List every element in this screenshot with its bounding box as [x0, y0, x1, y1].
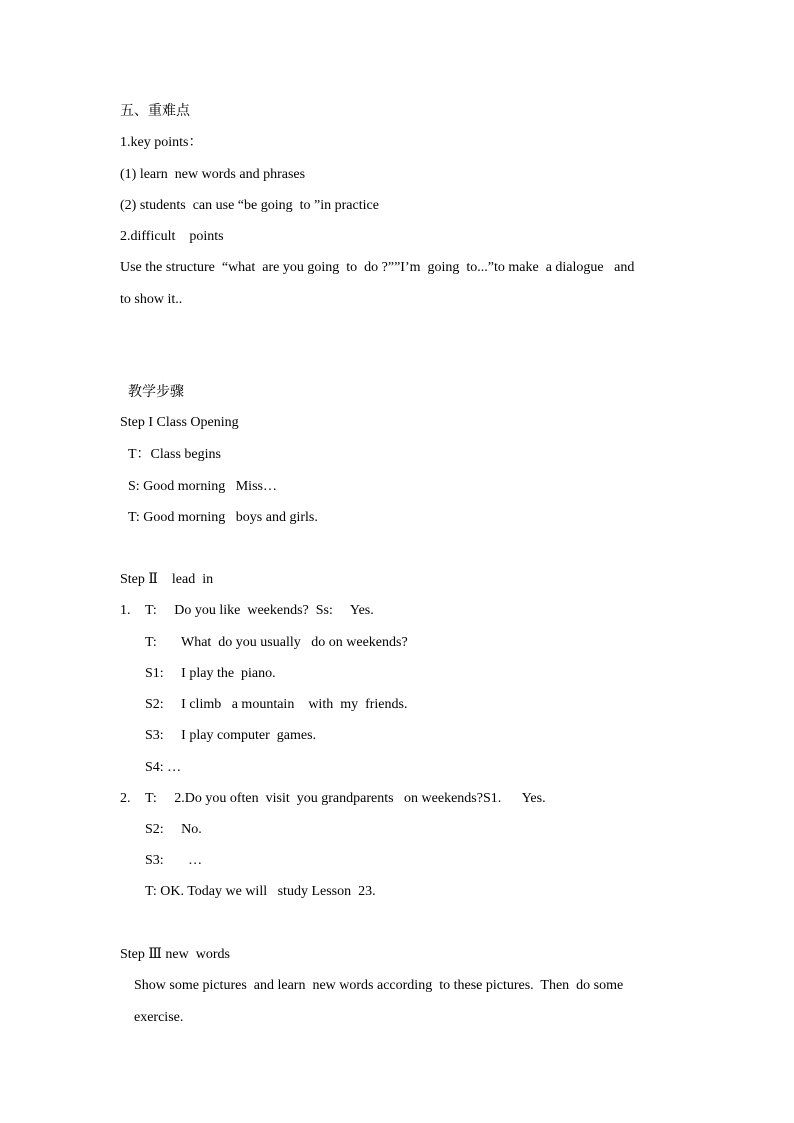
- dialogue-line: S1: I play the piano.: [145, 666, 276, 681]
- key-points-label: 1.key points：: [120, 135, 203, 150]
- section-heading-teaching-steps: 教学步骤: [128, 384, 184, 400]
- difficult-points-text-cont: to show it..: [120, 292, 183, 307]
- dialogue-line: T：Class begins: [128, 447, 221, 462]
- dialogue-line: S2: I climb a mountain with my friends.: [145, 697, 408, 712]
- list-number: 1.: [120, 603, 131, 618]
- step-title: Step I Class Opening: [120, 415, 239, 430]
- dialogue-line: T: What do you usually do on weekends?: [145, 635, 408, 650]
- section-heading-key-points: 五、重难点: [120, 103, 190, 119]
- dialogue-line: T: Good morning boys and girls.: [128, 510, 318, 525]
- difficult-points-label: 2.difficult points: [120, 229, 224, 244]
- list-number: 2.: [120, 791, 131, 806]
- dialogue-line: S3: …: [145, 853, 203, 868]
- dialogue-line: T: Do you like weekends? Ss: Yes.: [145, 603, 374, 618]
- step-description-cont: exercise.: [134, 1010, 184, 1025]
- difficult-points-text: Use the structure “what are you going to do ?””I’m going to...”to make a dialogue and: [120, 260, 635, 275]
- dialogue-line: T: 2.Do you often visit you grandparents on weekends?S1. Yes.: [145, 791, 546, 806]
- step-description: Show some pictures and learn new words according to these pictures. Then do some: [134, 978, 624, 993]
- key-point-item: (1) learn new words and phrases: [120, 167, 306, 182]
- step-title: Step Ⅲ new words: [120, 947, 230, 962]
- dialogue-line: T: OK. Today we will study Lesson 23.: [145, 884, 376, 899]
- dialogue-line: S: Good morning Miss…: [128, 479, 277, 494]
- dialogue-line: S3: I play computer games.: [145, 728, 317, 743]
- step-title: Step Ⅱ lead in: [120, 572, 214, 587]
- dialogue-line: S2: No.: [145, 822, 202, 837]
- dialogue-line: S4: …: [145, 760, 182, 775]
- key-point-item: (2) students can use “be going to ”in practice: [120, 198, 379, 213]
